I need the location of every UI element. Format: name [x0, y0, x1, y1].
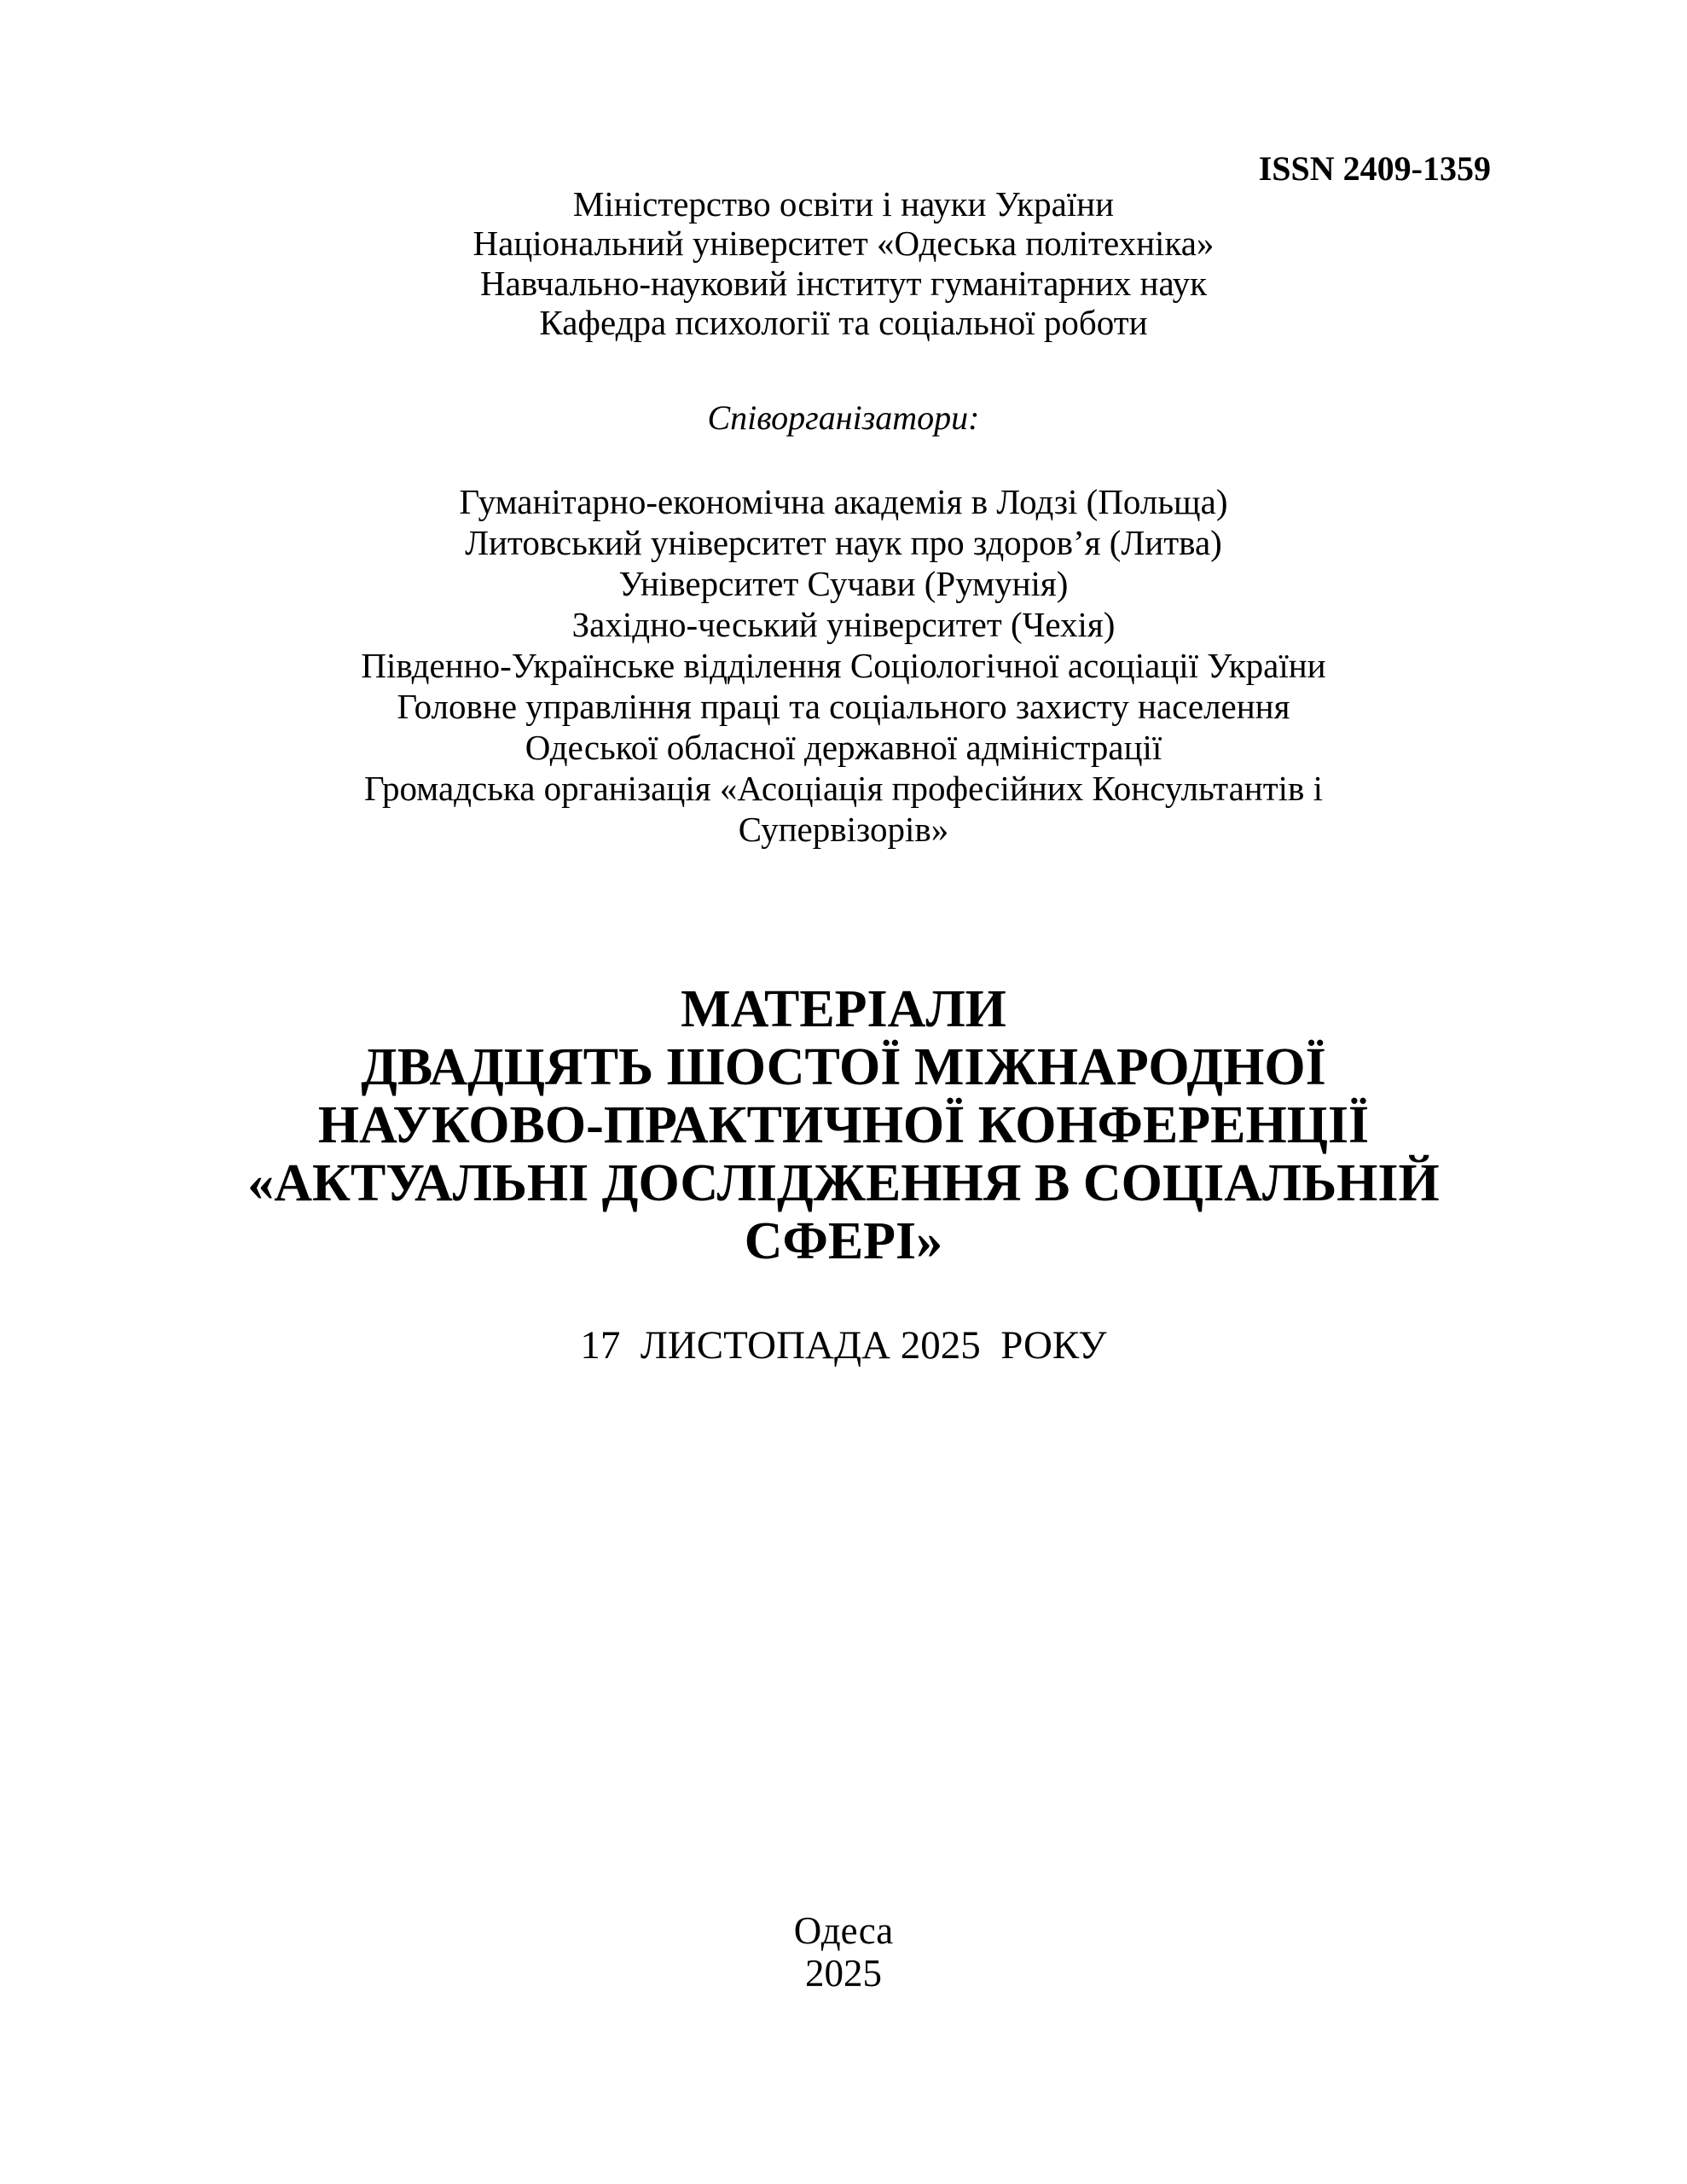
conference-date: 17 ЛИСТОПАДА 2025 РОКУ — [580, 1323, 1107, 1368]
institute-line: Навчально-науковий інститут гуманітарних наук — [479, 263, 1208, 303]
coorganizer-item: Одеської обласної державної адміністрації — [525, 728, 1162, 767]
department-line: Кафедра психології та соціальної роботи — [539, 302, 1148, 342]
title-line: ДВАДЦЯТЬ ШОСТОЇ МІЖНАРОДНОЇ — [361, 1038, 1326, 1096]
coorganizer-item: Південно-Українське відділення Соціологічної асоціації України — [361, 646, 1326, 685]
title-line: «АКТУАЛЬНІ ДОСЛІДЖЕННЯ В СОЦІАЛЬНІЙ — [247, 1154, 1440, 1212]
ministry-line: Міністерство освіти і науки України — [572, 184, 1115, 224]
coorganizers-list — [0, 481, 1687, 850]
coorganizer-item: Литовський університет наук про здоров’я (Литва) — [465, 523, 1222, 562]
coorganizer-item: Західно-чеський університет (Чехія) — [571, 605, 1116, 644]
coorganizer-item: Гуманітарно-економічна академія в Лодзі (Польща) — [459, 482, 1228, 521]
document-title — [0, 980, 1687, 1270]
title-line: СФЕРІ» — [744, 1212, 943, 1270]
imprint-year: 2025 — [805, 1952, 882, 1995]
imprint — [0, 1909, 1687, 1995]
coorganizer-item: Супервізорів» — [738, 810, 949, 849]
issn-number: ISSN 2409-1359 — [1258, 149, 1491, 188]
coorganizers-label: Співорганізатори: — [707, 398, 980, 437]
coorganizer-item: Головне управління праці та соціального захисту населення — [397, 687, 1290, 726]
coorganizer-item: Університет Сучави (Румунія) — [618, 564, 1069, 603]
coorganizer-item: Громадська організація «Асоціація професійних Консультантів і — [363, 769, 1324, 808]
title-line: НАУКОВО-ПРАКТИЧНОЇ КОНФЕРЕНЦІЇ — [317, 1096, 1370, 1154]
title-line: МАТЕРІАЛИ — [681, 980, 1006, 1038]
university-line: Національний університет «Одеська політехніка» — [472, 224, 1215, 264]
imprint-city: Одеса — [793, 1909, 894, 1952]
institution-header — [0, 184, 1687, 342]
